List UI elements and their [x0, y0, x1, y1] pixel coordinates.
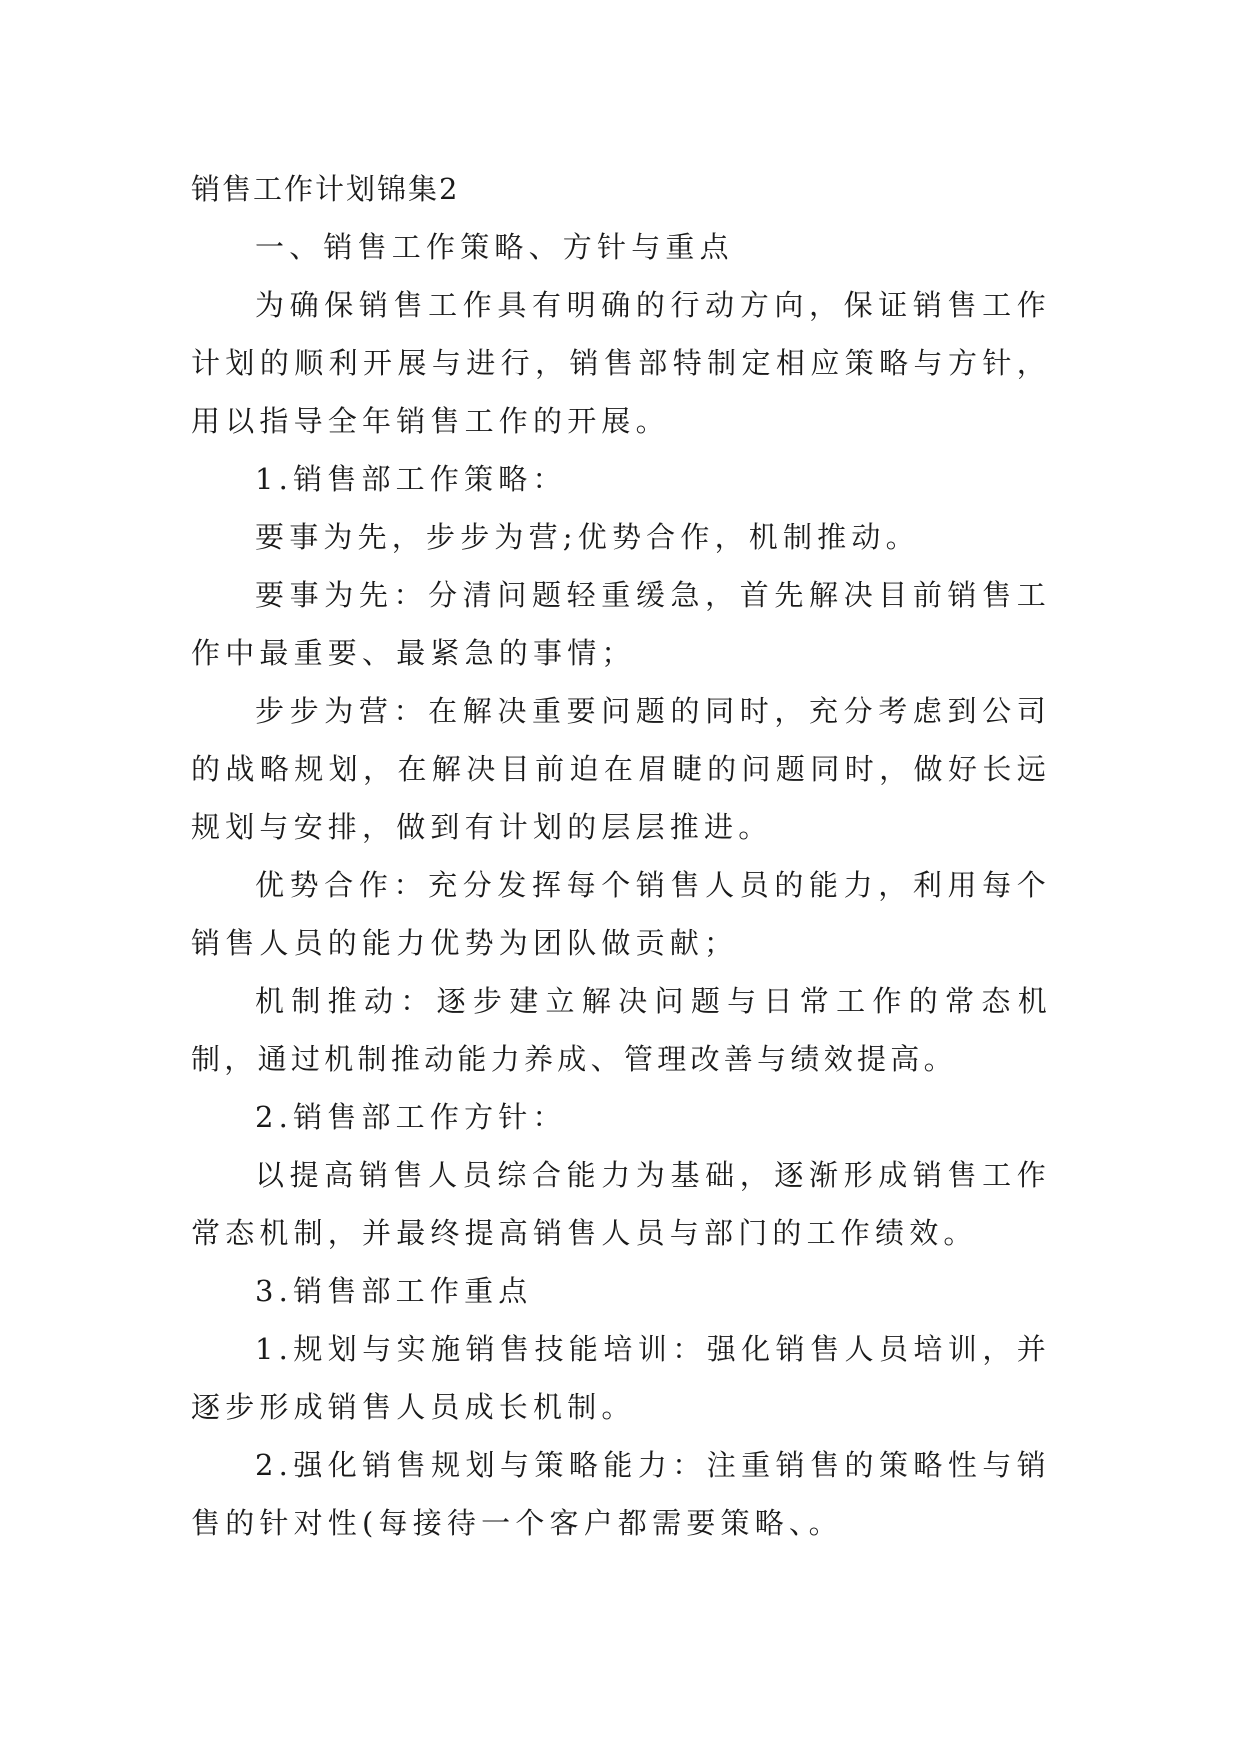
paragraph: 以提高销售人员综合能力为基础，逐渐形成销售工作常态机制，并最终提高销售人员与部门的工作绩效。 — [191, 1158, 1051, 1250]
paragraph: 为确保销售工作具有明确的行动方向，保证销售工作计划的顺利开展与进行，销售部特制定相应策略与方针，用以指导全年销售工作的开展。 — [191, 288, 1051, 438]
paragraph: 1.规划与实施销售技能培训：强化销售人员培训，并逐步形成销售人员成长机制。 — [191, 1332, 1051, 1424]
document-page — [191, 160, 1051, 1552]
subsection-heading: 3.销售部工作重点 — [255, 1274, 533, 1308]
section-heading: 一、销售工作策略、方针与重点 — [255, 230, 734, 264]
paragraph: 要事为先：分清问题轻重缓急，首先解决目前销售工作中最重要、最紧急的事情； — [191, 578, 1051, 670]
paragraph: 优势合作：充分发挥每个销售人员的能力，利用每个销售人员的能力优势为团队做贡献； — [191, 868, 1051, 960]
subsection-heading: 2.销售部工作方针： — [255, 1100, 567, 1134]
document-title: 销售工作计划锦集2 — [191, 172, 460, 206]
paragraph: 要事为先，步步为营;优势合作，机制推动。 — [255, 520, 920, 554]
subsection-heading: 1.销售部工作策略： — [255, 462, 567, 496]
paragraph: 2.强化销售规划与策略能力：注重销售的策略性与销售的针对性(每接待一个客户都需要策略、。 — [191, 1448, 1051, 1540]
paragraph: 机制推动：逐步建立解决问题与日常工作的常态机制，通过机制推动能力养成、管理改善与绩效提高。 — [191, 984, 1051, 1076]
paragraph: 步步为营：在解决重要问题的同时，充分考虑到公司的战略规划，在解决目前迫在眉睫的问题同时，做好长远规划与安排，做到有计划的层层推进。 — [191, 694, 1051, 844]
